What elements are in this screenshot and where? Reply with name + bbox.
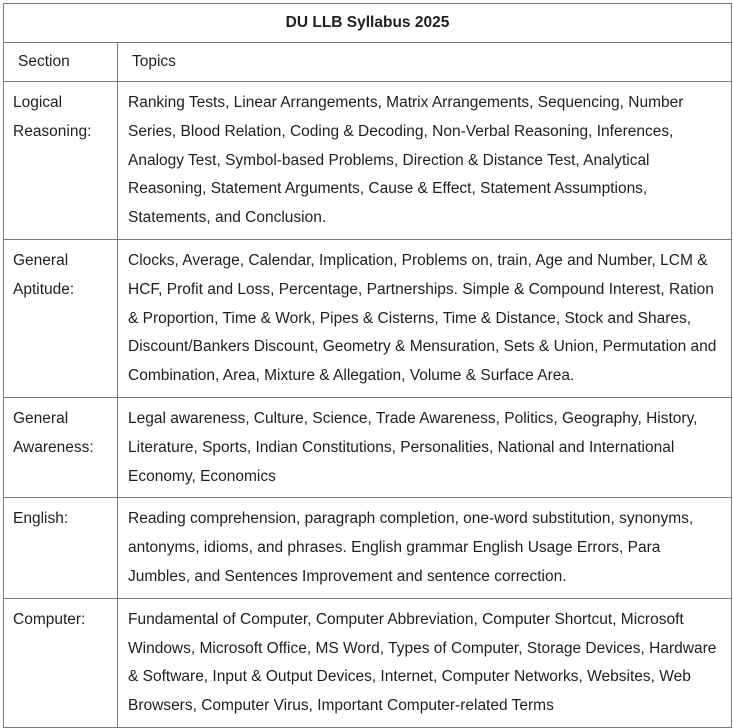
table-row xyxy=(4,598,732,727)
section-name: Logical Reasoning: xyxy=(4,82,118,240)
section-topics: Fundamental of Computer, Computer Abbreviation, Computer Shortcut, Microsoft Windows, Microsoft Office, MS Word, Types of Computer, Storage Devices, Hardware & Software, Input & Output Devices, Internet, Computer Networks, Websites, Web Browsers, Computer Virus, Important Computer-related Terms xyxy=(118,598,732,727)
table-row xyxy=(4,397,732,497)
topics-column-header: Topics xyxy=(118,43,732,82)
table-row xyxy=(4,82,732,240)
section-name: General Aptitude: xyxy=(4,239,118,397)
table-title: DU LLB Syllabus 2025 xyxy=(4,4,732,43)
section-topics: Ranking Tests, Linear Arrangements, Matrix Arrangements, Sequencing, Number Series, Blood Relation, Coding & Decoding, Non-Verbal Reasoning, Inferences, Analogy Test, Symbol-based Problems, Direction & Distance Test, Analytical Reasoning, Statement Arguments, Cause & Effect, Statement Assumptions, Statements, and Conclusion. xyxy=(118,82,732,240)
syllabus-table xyxy=(3,3,732,728)
section-name: General Awareness: xyxy=(4,397,118,497)
section-topics: Clocks, Average, Calendar, Implication, Problems on, train, Age and Number, LCM & HCF, Profit and Loss, Percentage, Partnerships. Simple & Compound Interest, Ration & Proportion, Time & Work, Pipes & Cisterns, Time & Distance, Stock and Shares, Discount/Bankers Discount, Geometry & Mensuration, Sets & Union, Permutation and Combination, Area, Mixture & Allegation, Volume & Surface Area. xyxy=(118,239,732,397)
header-row xyxy=(4,43,732,82)
section-name: Computer: xyxy=(4,598,118,727)
section-column-header: Section xyxy=(4,43,118,82)
section-topics: Legal awareness, Culture, Science, Trade Awareness, Politics, Geography, History, Literature, Sports, Indian Constitutions, Personalities, National and International Economy, Economics xyxy=(118,397,732,497)
table-row xyxy=(4,239,732,397)
title-row xyxy=(4,4,732,43)
section-topics: Reading comprehension, paragraph completion, one-word substitution, synonyms, antonyms, idioms, and phrases. English grammar English Usage Errors, Para Jumbles, and Sentences Improvement and sentence correction. xyxy=(118,498,732,598)
section-name: English: xyxy=(4,498,118,598)
table-row xyxy=(4,498,732,598)
